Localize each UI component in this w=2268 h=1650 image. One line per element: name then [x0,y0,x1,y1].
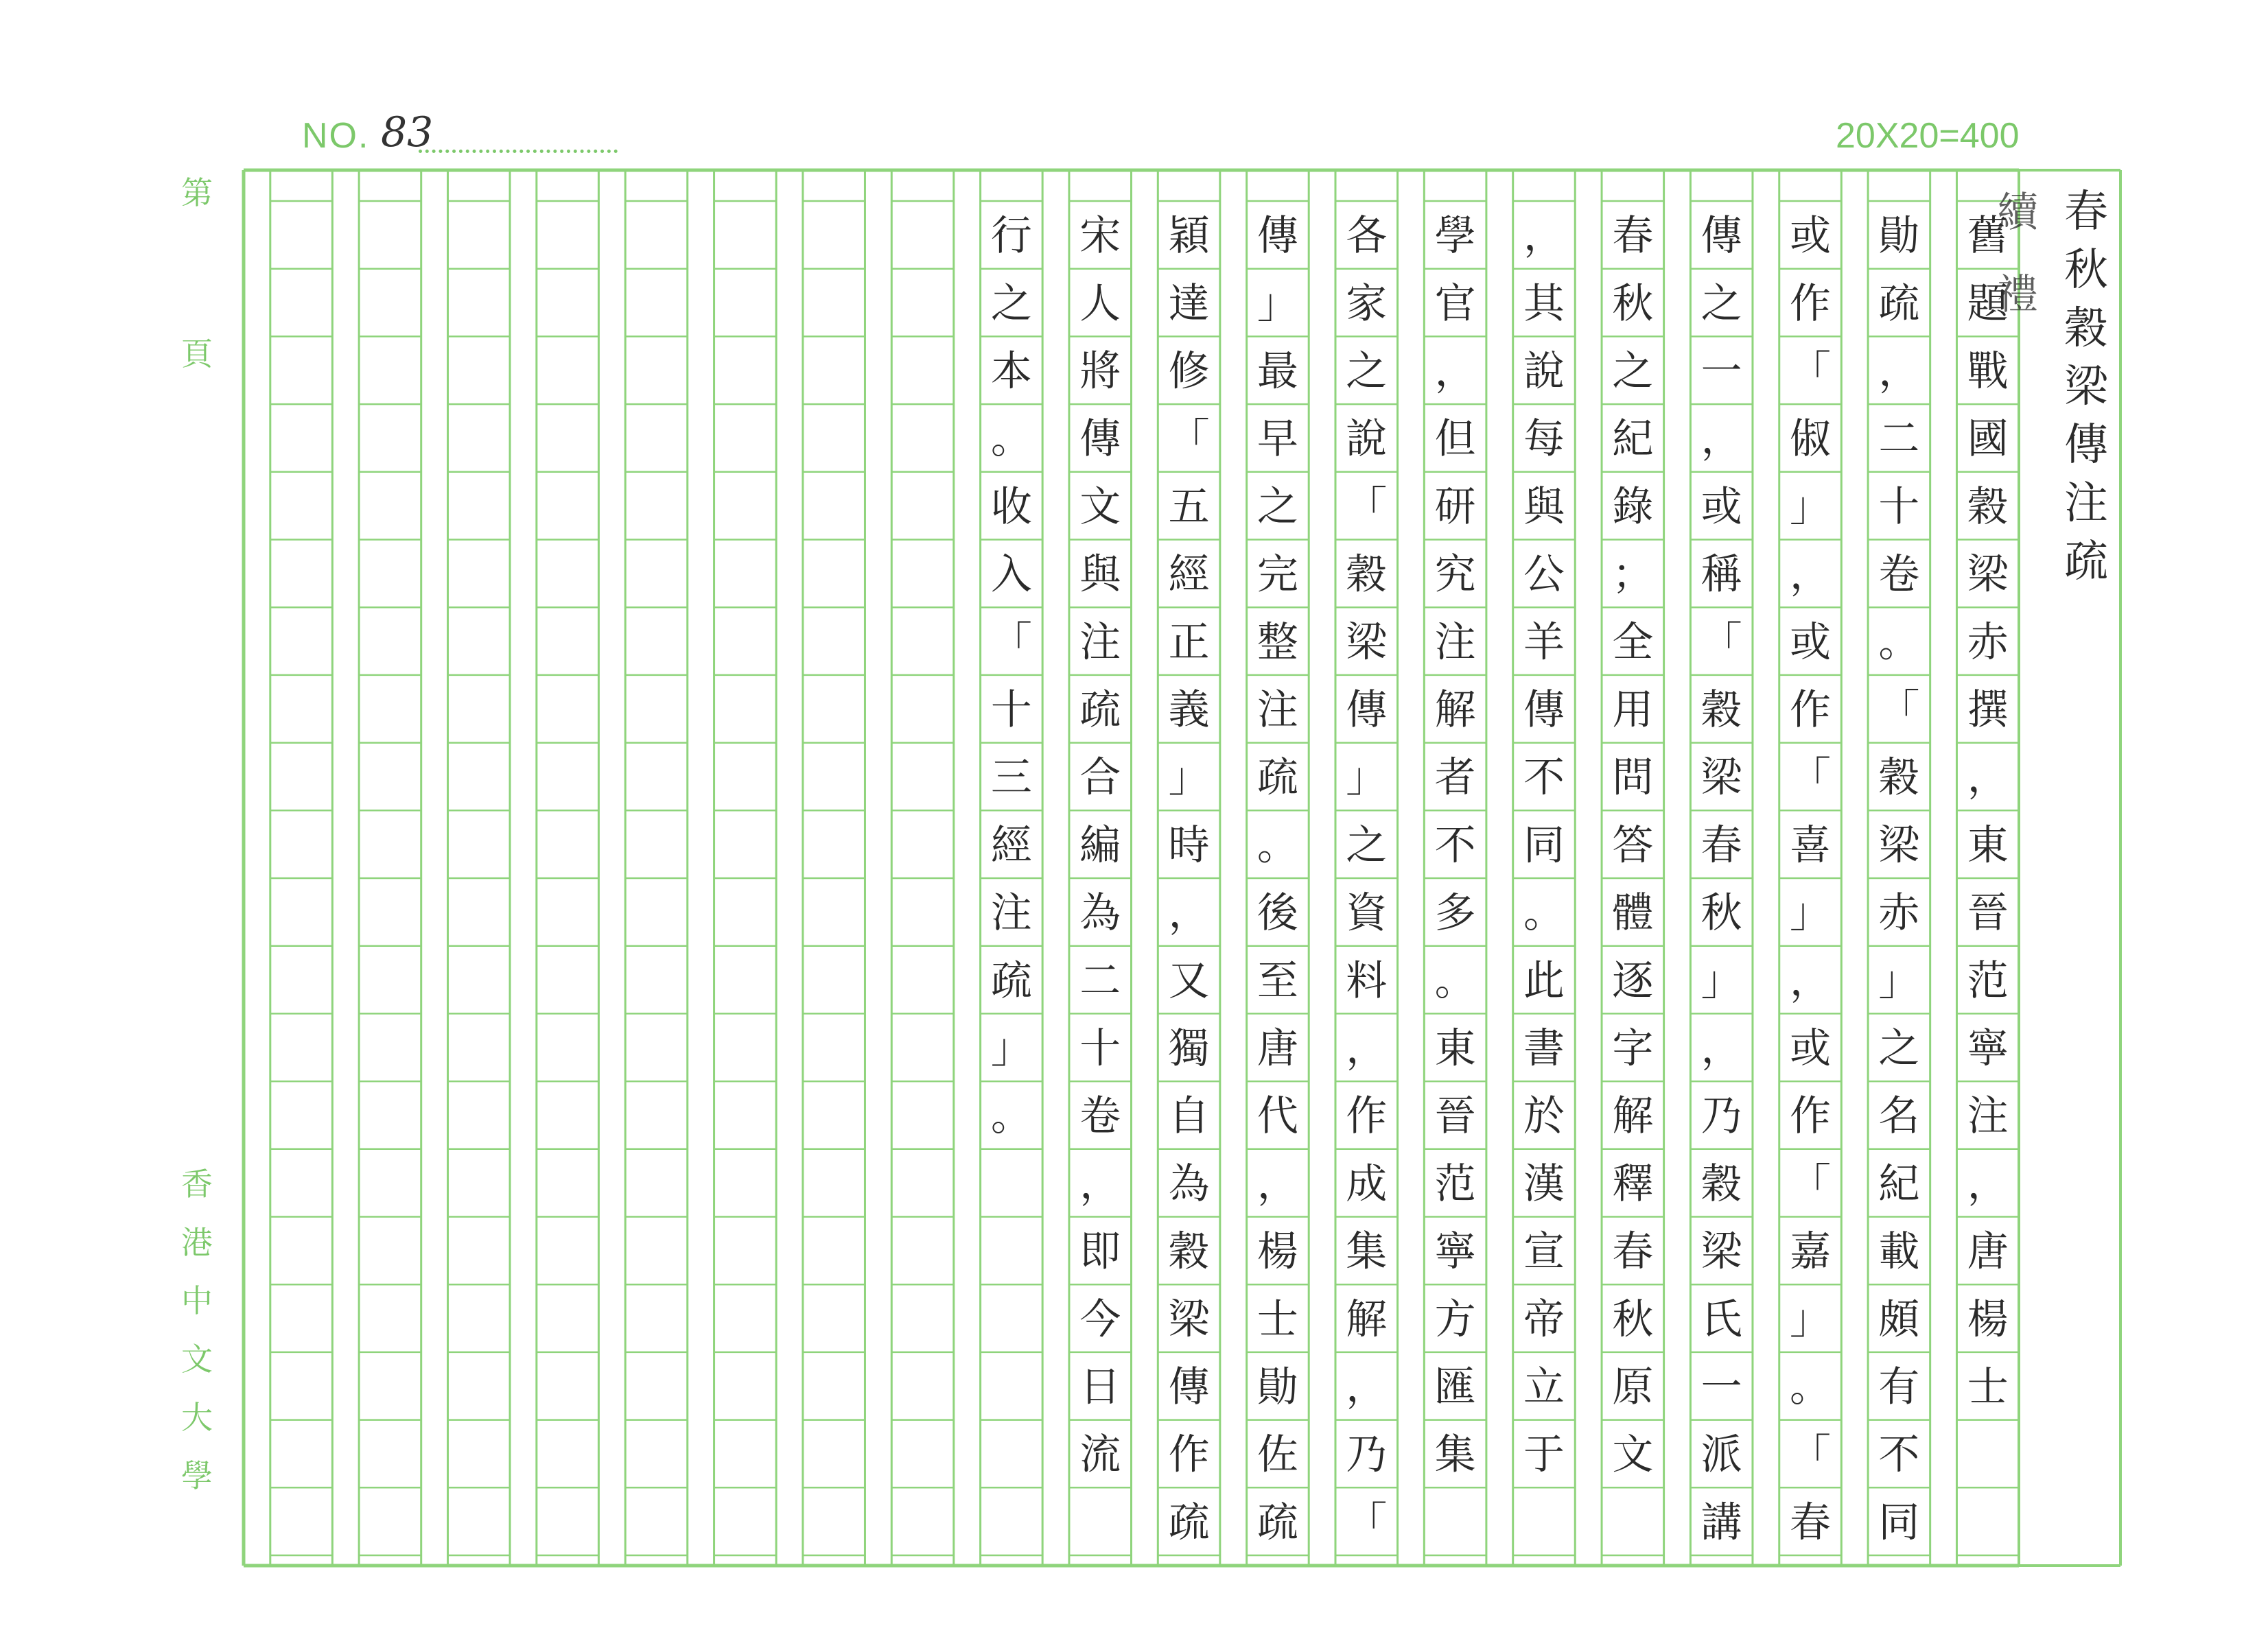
handwritten-char: 穀 [1878,753,1920,802]
handwritten-char: 有 [1878,1363,1920,1411]
handwritten-char: 楊 [1967,1295,2009,1344]
handwritten-char: 于 [1523,1430,1565,1479]
handwritten-char: 「 [1790,1159,1832,1208]
text-column [991,212,1032,1140]
handwritten-char: 十 [990,685,1032,734]
title-char: 疏 [2064,537,2108,587]
handwritten-char: 注 [1967,1092,2009,1141]
handwritten-char: 作 [1790,685,1832,734]
handwritten-char: 經 [990,821,1032,870]
handwritten-char: ， [1790,956,1832,1005]
handwritten-char: 秋 [1612,279,1654,328]
title-char: 穀 [2064,303,2108,354]
handwritten-char: 穀 [1700,1159,1742,1208]
handwritten-char: 疏 [1878,279,1920,328]
handwritten-char: 一 [1700,1363,1742,1411]
text-column [1701,212,1744,1546]
handwritten-char: 文 [1079,482,1121,531]
handwritten-char: ， [1346,1363,1388,1411]
handwritten-char: 」 [1790,889,1832,938]
handwritten-char: 頗 [1878,1295,1920,1344]
handwritten-char: 至 [1256,956,1298,1005]
handwritten-char: 「 [1700,618,1742,667]
handwritten-char: 派 [1700,1430,1742,1479]
text-column [1967,212,2011,1411]
text-column [1612,212,1654,1479]
handwritten-char: 經 [1168,550,1210,599]
handwritten-char: 舊 [1967,212,2009,261]
handwritten-char: 用 [1612,685,1654,734]
handwritten-char: ， [1523,212,1565,261]
handwritten-char: 日 [1079,1363,1121,1411]
handwritten-char: ， [1079,1159,1121,1208]
handwritten-char: ， [1967,753,2009,802]
handwritten-char: 每 [1523,415,1565,464]
handwritten-char: 即 [1079,1227,1121,1276]
handwritten-char: 。 [1523,889,1565,938]
handwritten-char: 赤 [1967,618,2009,667]
handwritten-char: 」 [1168,753,1210,802]
handwritten-char: 流 [1079,1430,1121,1479]
handwritten-char: 范 [1967,956,2009,1005]
handwritten-char: 但 [1434,415,1476,464]
header-no-label: NO. [302,116,370,156]
handwritten-char: 或 [1790,212,1832,261]
handwritten-char: ； [1612,550,1654,599]
handwritten-char: ， [1700,415,1742,464]
handwritten-char: 佐 [1256,1430,1298,1479]
handwritten-char: 公 [1523,550,1565,599]
handwritten-char: ， [1700,1024,1742,1073]
handwritten-char: 說 [1346,415,1388,464]
handwritten-char: 稱 [1700,550,1742,599]
handwritten-char: 其 [1523,279,1565,328]
handwritten-char: 說 [1523,347,1565,396]
text-column [1790,212,1831,1546]
handwritten-char: 達 [1168,279,1210,328]
handwritten-char: 匯 [1434,1363,1476,1411]
handwritten-char: 國 [1967,415,2009,464]
handwritten-char: 各 [1346,212,1388,261]
handwritten-char: 注 [990,889,1032,938]
handwritten-char: 勛 [1256,1363,1298,1411]
handwritten-char: 春 [1700,821,1742,870]
handwritten-char: 或 [1790,618,1832,667]
margin-page-label-1: 第 [181,174,213,211]
handwritten-char: ， [1790,550,1832,599]
handwritten-char: 答 [1612,821,1654,870]
handwritten-char: 之 [1700,279,1742,328]
handwritten-char: 十 [1878,482,1920,531]
handwritten-char: 或 [1700,482,1742,531]
handwritten-char: 紀 [1612,415,1654,464]
handwritten-char: 「 [1790,1430,1832,1479]
title-column [1997,187,2110,587]
text-column [1257,212,1299,1546]
handwritten-char: 自 [1168,1092,1210,1141]
handwritten-char: 之 [1346,821,1388,870]
handwritten-char: 十 [1079,1024,1121,1073]
handwritten-char: 三 [990,753,1032,802]
author-note-char: 禮 [1997,271,2038,319]
handwritten-char: 集 [1434,1430,1476,1479]
handwritten-char: 修 [1168,347,1210,396]
handwritten-char: 時 [1168,821,1210,870]
text-column [1523,212,1567,1479]
handwritten-char: 唐 [1967,1227,2009,1276]
handwritten-char: 晉 [1434,1092,1476,1141]
handwritten-char: 」 [1790,1295,1832,1344]
handwritten-char: 代 [1256,1092,1298,1141]
handwritten-char: 「 [1878,685,1920,734]
handwritten-char: 收 [990,482,1032,531]
handwritten-char: 」 [1790,482,1832,531]
handwritten-char: 「 [1790,753,1832,802]
handwritten-char: 二 [1079,956,1121,1005]
handwritten-char: 或 [1790,1024,1832,1073]
handwritten-char: 獨 [1168,1024,1210,1073]
handwritten-char: 書 [1523,1024,1565,1073]
handwritten-char: 傳 [1168,1363,1210,1411]
handwritten-char: 傳 [1523,685,1565,734]
handwritten-char: 。 [1790,1363,1832,1411]
handwritten-char: 同 [1878,1498,1920,1547]
title-char: 秋 [2064,245,2108,296]
handwritten-char: 。 [1878,618,1920,667]
handwritten-char: 立 [1523,1363,1565,1411]
handwritten-char: 俶 [1790,415,1832,464]
margin-university-1: 香 [181,1166,213,1203]
handwritten-char: 一 [1700,347,1742,396]
handwritten-char: 「 [990,618,1032,667]
handwritten-char: 帝 [1523,1295,1565,1344]
handwritten-char: 講 [1700,1498,1742,1547]
margin-university-6: 學 [181,1457,213,1494]
handwritten-char: ， [1346,1024,1388,1073]
handwritten-char: 梁 [1700,1227,1742,1276]
handwritten-char: 春 [1612,1227,1654,1276]
handwritten-char: 成 [1346,1159,1388,1208]
handwritten-char: 疏 [1256,1498,1298,1547]
handwritten-char: 作 [1790,279,1832,328]
handwritten-char: 釋 [1612,1159,1654,1208]
handwritten-char: 撰 [1967,685,2009,734]
handwritten-char: 傳 [1256,212,1298,261]
handwritten-char: 原 [1612,1363,1654,1411]
text-column [1169,212,1212,1546]
handwritten-char: 究 [1434,550,1476,599]
handwritten-char: 」 [1346,753,1388,802]
handwritten-char: 義 [1168,685,1210,734]
handwritten-char: 不 [1878,1430,1920,1479]
handwritten-char: 逐 [1612,956,1654,1005]
handwritten-char: 與 [1079,550,1121,599]
handwritten-char: 人 [1079,279,1121,328]
handwritten-char: 之 [1612,347,1654,396]
handwritten-char: 問 [1612,753,1654,802]
handwritten-char: 「 [1168,415,1210,464]
margin-university-5: 大 [181,1399,213,1436]
handwritten-char: 卷 [1079,1092,1121,1141]
handwritten-char: 。 [990,1092,1032,1141]
handwritten-char: 合 [1079,753,1121,802]
handwritten-char: 後 [1256,889,1298,938]
handwritten-char: 載 [1878,1227,1920,1276]
handwritten-char: 范 [1434,1159,1476,1208]
handwritten-char: 文 [1612,1430,1654,1479]
handwritten-char: 字 [1612,1024,1654,1073]
handwritten-char: 此 [1523,956,1565,1005]
handwritten-char: 集 [1346,1227,1388,1276]
handwritten-char: ， [1434,347,1476,396]
handwritten-char: 乃 [1346,1430,1388,1479]
title-char: 春 [2064,187,2108,237]
handwritten-char: 秋 [1700,889,1742,938]
handwritten-char: 梁 [1967,550,2009,599]
handwritten-char: 不 [1523,753,1565,802]
handwritten-char: 「 [1346,482,1388,531]
handwritten-char: 「 [1346,1498,1388,1547]
handwritten-char: 與 [1523,482,1565,531]
handwritten-char: 。 [1256,821,1298,870]
handwritten-char: 穀 [1346,550,1388,599]
handwritten-char: 研 [1434,482,1476,531]
handwritten-char: 傳 [1346,685,1388,734]
handwritten-char: 喜 [1790,821,1832,870]
handwritten-char: 寧 [1434,1227,1476,1276]
handwritten-char: 卷 [1878,550,1920,599]
handwritten-char: 秋 [1612,1295,1654,1344]
handwritten-char: 今 [1079,1295,1121,1344]
handwritten-char: 」 [1700,956,1742,1005]
handwritten-char: 梁 [1878,821,1920,870]
handwritten-char: 資 [1346,889,1388,938]
handwritten-char: 之 [1878,1024,1920,1073]
handwritten-char: 作 [1346,1092,1388,1141]
handwritten-char: 行 [990,212,1032,261]
handwritten-char: 梁 [1346,618,1388,667]
handwritten-char: 全 [1612,618,1654,667]
handwritten-char: 官 [1434,279,1476,328]
handwritten-char: 名 [1878,1092,1920,1141]
handwritten-char: 整 [1256,618,1298,667]
handwritten-char: 赤 [1878,889,1920,938]
handwritten-char: 穀 [1700,685,1742,734]
handwritten-char: 之 [1346,347,1388,396]
handwritten-char: 學 [1434,212,1476,261]
handwritten-char: 唐 [1256,1024,1298,1073]
handwritten-char: 勛 [1878,212,1920,261]
handwritten-char: 」 [1878,956,1920,1005]
handwritten-char: 注 [1256,685,1298,734]
handwritten-char: 完 [1256,550,1298,599]
text-column [1878,212,1921,1546]
handwritten-char: 穎 [1168,212,1210,261]
handwritten-char: 最 [1256,347,1298,396]
author-note-char: 續 [1997,189,2038,237]
margin-university-2: 港 [181,1224,213,1261]
handwritten-char: 正 [1168,618,1210,667]
handwritten-char: 春 [1790,1498,1832,1547]
handwritten-char: 。 [1434,956,1476,1005]
handwritten-char: 作 [1790,1092,1832,1141]
handwritten-char: ， [1168,889,1210,938]
handwritten-char: 春 [1612,212,1654,261]
handwritten-char: ， [1878,347,1920,396]
title-char: 梁 [2064,362,2108,412]
title-char: 注 [2064,478,2108,529]
handwritten-char: 傳 [1079,415,1121,464]
handwritten-char: 宋 [1079,212,1121,261]
text-column [1346,212,1389,1546]
handwritten-char: 於 [1523,1092,1565,1141]
handwritten-char: 五 [1168,482,1210,531]
handwritten-char: 解 [1434,685,1476,734]
handwritten-char: 氏 [1700,1295,1742,1344]
text-column [1079,212,1123,1479]
handwritten-char: 穀 [1168,1227,1210,1276]
handwritten-char: 疏 [1079,685,1121,734]
handwritten-char: 方 [1434,1295,1476,1344]
handwritten-char: 疏 [990,956,1032,1005]
handwritten-char: 嘉 [1790,1227,1832,1276]
handwritten-char: 家 [1346,279,1388,328]
handwritten-char: 錄 [1612,482,1654,531]
handwritten-char: 」 [990,1024,1032,1073]
handwritten-char: ， [1256,1159,1298,1208]
handwritten-char: 梁 [1168,1295,1210,1344]
handwritten-char: 戰 [1967,347,2009,396]
handwritten-char: 二 [1878,415,1920,464]
sheet-capacity-label: 20X20=400 [1836,116,2020,156]
body-text [991,212,2011,1546]
handwritten-char: 早 [1256,415,1298,464]
handwritten-char: 士 [1256,1295,1298,1344]
handwritten-char: 晉 [1967,889,2009,938]
title-char: 傳 [2064,420,2108,471]
handwritten-char: 穀 [1967,482,2009,531]
margin-university-3: 中 [181,1282,213,1319]
handwritten-char: 東 [1434,1024,1476,1073]
handwritten-char: 士 [1967,1363,2009,1411]
handwritten-char: 又 [1168,956,1210,1005]
handwritten-char: 編 [1079,821,1121,870]
handwritten-char: 之 [990,279,1032,328]
handwritten-char: 作 [1168,1430,1210,1479]
handwritten-char: 將 [1079,347,1121,396]
handwritten-char: 漢 [1523,1159,1565,1208]
handwritten-char: 題 [1967,279,2009,328]
handwritten-char: 同 [1523,821,1565,870]
handwritten-char: 為 [1079,889,1121,938]
handwritten-char: 梁 [1700,753,1742,802]
handwritten-char: 。 [990,415,1032,464]
margin-university-4: 文 [181,1341,213,1378]
handwritten-char: 多 [1434,889,1476,938]
handwritten-char: 楊 [1256,1227,1298,1276]
handwritten-char: 」 [1256,279,1298,328]
handwritten-char: 「 [1790,347,1832,396]
handwritten-char: 為 [1168,1159,1210,1208]
handwritten-char: 之 [1256,482,1298,531]
handwritten-char: ， [1967,1159,2009,1208]
handwritten-char: 疏 [1256,753,1298,802]
handwritten-char: 不 [1434,821,1476,870]
handwritten-char: 注 [1079,618,1121,667]
handwritten-char: 解 [1346,1295,1388,1344]
handwritten-char: 東 [1967,821,2009,870]
text-column [1435,212,1476,1479]
handwritten-char: 注 [1434,618,1476,667]
handwritten-char: 羊 [1523,618,1565,667]
margin-page-label-2: 頁 [181,335,213,373]
handwritten-char: 本 [990,347,1032,396]
handwritten-char: 者 [1434,753,1476,802]
handwritten-char: 入 [990,550,1032,599]
handwritten-char: 體 [1612,889,1654,938]
handwritten-char: 料 [1346,956,1388,1005]
handwritten-char: 傳 [1700,212,1742,261]
handwritten-char: 宣 [1523,1227,1565,1276]
handwritten-char: 疏 [1168,1498,1210,1547]
handwritten-char: 解 [1612,1092,1654,1141]
handwritten-char: 寧 [1967,1024,2009,1073]
page-number: 83 [381,108,434,156]
handwritten-char: 乃 [1700,1092,1742,1141]
handwritten-char: 紀 [1878,1159,1920,1208]
